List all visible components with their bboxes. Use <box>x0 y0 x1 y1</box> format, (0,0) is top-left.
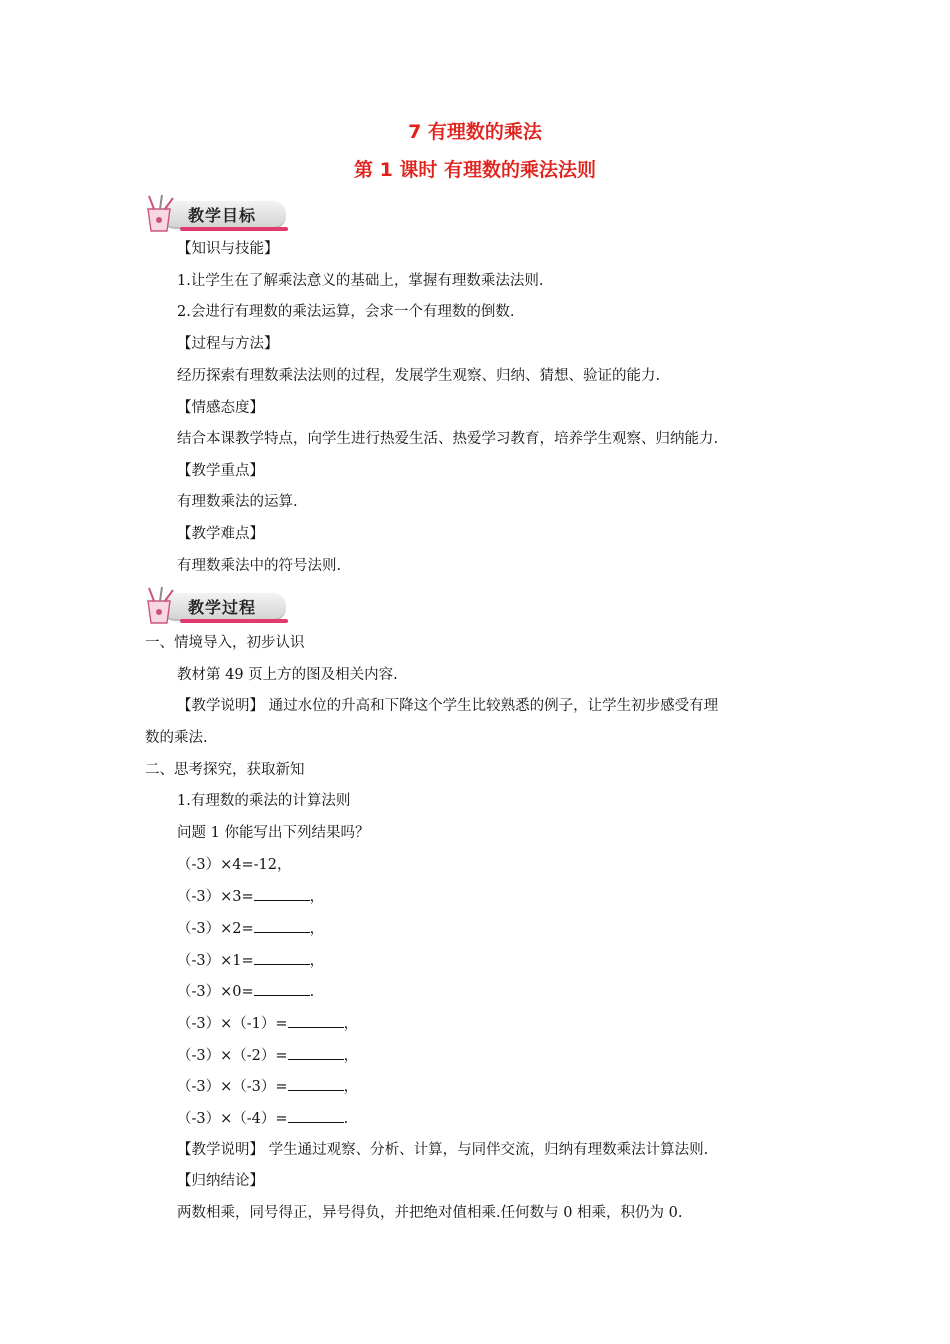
equation-expr: （-3）×1= <box>177 953 254 969</box>
equation-expr: （-3）×0= <box>177 984 254 1000</box>
paragraph: 有理数乘法的运算. <box>177 494 298 510</box>
paragraph: 经历探索有理数乘法法则的过程，发展学生观察、归纳、猜想、验证的能力. <box>177 368 661 384</box>
banner-stripe <box>180 227 288 231</box>
equation-blank <box>177 1076 358 1097</box>
answer-blank <box>254 918 310 933</box>
equation-punct: . <box>309 984 315 1000</box>
knowledge-heading: 【知识与技能】 <box>177 241 279 257</box>
emotion-heading: 【情感态度】 <box>177 400 264 416</box>
equation-blank <box>177 1108 348 1129</box>
answer-blank <box>288 1045 344 1060</box>
subsection-heading: 1.有理数的乘法的计算法则 <box>177 793 351 809</box>
equation-blank <box>177 1013 358 1034</box>
equation-blank <box>177 981 314 1002</box>
key-point-heading: 【教学重点】 <box>177 463 264 479</box>
banner-label: 教学过程 <box>188 598 257 617</box>
banner-label: 教学目标 <box>188 206 257 225</box>
section-banner-goals <box>140 193 290 233</box>
equation-expr: （-3）×（-2）= <box>177 1048 288 1064</box>
equation-blank <box>177 886 324 907</box>
paragraph: 2.会进行有理数的乘法运算，会求一个有理数的倒数. <box>177 304 515 320</box>
equation-expr: （-3）×3= <box>177 889 254 905</box>
conclusion-text: 两数相乘，同号得正，异号得负，并把绝对值相乘.任何数与 0 相乘，积仍为 0. <box>177 1205 683 1221</box>
equation-punct: . <box>343 1111 349 1127</box>
paragraph: 有理数乘法中的符号法则. <box>177 558 342 574</box>
teaching-note: 【教学说明】 学生通过观察、分析、计算，与同伴交流，归纳有理数乘法计算法则. <box>177 1142 709 1158</box>
difficulty-heading: 【教学难点】 <box>177 526 264 542</box>
equation-expr: （-3）×（-4）= <box>177 1111 288 1127</box>
paragraph: 结合本课教学特点，向学生进行热爱生活、热爱学习教育，培养学生观察、归纳能力. <box>177 431 719 447</box>
equation-punct: ， <box>309 889 325 905</box>
teaching-note: 【教学说明】 通过水位的升高和下降这个学生比较熟悉的例子，让学生初步感受有理 <box>177 698 719 714</box>
equation-punct: ， <box>309 921 325 937</box>
equation-punct: ， <box>343 1079 359 1095</box>
equation-expr: （-3）×2= <box>177 921 254 937</box>
pencil-cup-icon <box>140 193 186 235</box>
banner-stripe <box>180 619 288 623</box>
equation-punct: ， <box>343 1016 359 1032</box>
conclusion-heading: 【归纳结论】 <box>177 1173 264 1189</box>
teaching-note-cont: 数的乘法. <box>145 730 208 746</box>
section-heading: 二、思考探究，获取新知 <box>145 762 305 778</box>
question: 问题 1 你能写出下列结果吗？ <box>177 825 370 841</box>
equation-blank <box>177 1045 358 1066</box>
paragraph: 1.让学生在了解乘法意义的基础上，掌握有理数乘法法则. <box>177 273 544 289</box>
equation-expr: （-3）×（-1）= <box>177 1016 288 1032</box>
answer-blank <box>288 1108 344 1123</box>
process-method-heading: 【过程与方法】 <box>177 336 279 352</box>
equation-expr: （-3）×（-3）= <box>177 1079 288 1095</box>
equation: （-3）×4=-12， <box>177 857 292 873</box>
answer-blank <box>288 1076 344 1091</box>
equation-punct: ， <box>343 1048 359 1064</box>
answer-blank <box>254 981 310 996</box>
answer-blank <box>254 886 310 901</box>
page-title: 7 有理数的乘法 <box>408 121 542 143</box>
equation-blank <box>177 950 324 971</box>
pencil-cup-icon <box>140 585 186 627</box>
page-subtitle: 第 1 课时 有理数的乘法法则 <box>353 159 597 181</box>
answer-blank <box>288 1013 344 1028</box>
equation-punct: ， <box>309 953 325 969</box>
section-banner-process <box>140 585 290 625</box>
answer-blank <box>254 950 310 965</box>
section-heading: 一、情境导入，初步认识 <box>145 635 305 651</box>
paragraph: 教材第 49 页上方的图及相关内容. <box>177 667 398 683</box>
equation-blank <box>177 918 324 939</box>
